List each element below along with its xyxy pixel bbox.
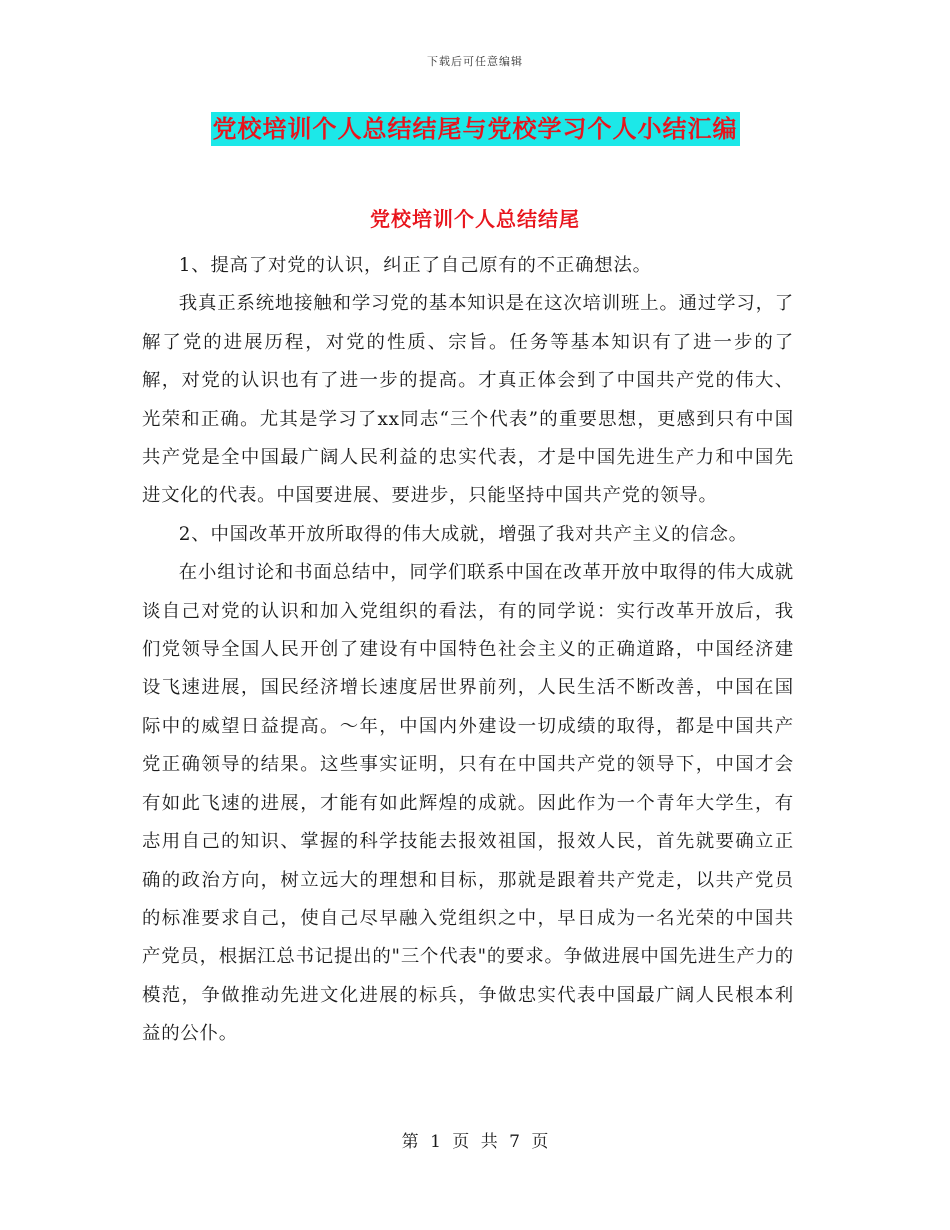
document-title-block bbox=[0, 112, 950, 146]
paragraph-2: 我真正系统地接触和学习党的基本知识是在这次培训班上。通过学习，了解了党的进展历程，对党的性质、宗旨。任务等基本知识有了进一步的了解，对党的认识也有了进一步的提高。才真正体会到了中国共产党的伟大、光荣和正确。尤其是学习了xx同志“三个代表”的重要思想，更感到只有中国共产党是全中国最广阔人民利益的忠实代表，才是中国先进生产力和中国先进文化的代表。中国要进展、要进步，只能坚持中国共产党的领导。 bbox=[142, 293, 794, 507]
page-number-footer: 第 1 页 共 7 页 bbox=[401, 1132, 549, 1152]
paragraph-4: 在小组讨论和书面总结中，同学们联系中国在改革开放中取得的伟大成就谈自己对党的认识和加入党组织的看法，有的同学说：实行改革开放后，我们党领导全国人民开创了建设有中国特色社会主义的正确道路，中国经济建设飞速进展，国民经济增长速度居世界前列，人民生活不断改善，中国在国际中的威望日益提高。～年，中国内外建设一切成绩的取得，都是中国共产党正确领导的结果。这些事实证明，只有在中国共产党的领导下，中国才会有如此飞速的进展，才能有如此辉煌的成就。因此作为一个青年大学生，有志用自己的知识、掌握的科学技能去报效祖国，报效人民，首先就要确立正确的政治方向，树立远大的理想和目标，那就是跟着共产党走，以共产党员的标准要求自己，使自己尽早融入党组织之中，早日成为一名光荣的中国共产党员，根据江总书记提出的"三个代表"的要求。争做进展中国先进生产力的模范，争做推动先进文化进展的标兵，争做忠实代表中国最广阔人民根本利益的公仆。 bbox=[142, 562, 794, 1045]
page-header-note: 下载后可任意编辑 bbox=[427, 55, 523, 68]
paragraph-1: 1、提高了对党的认识，纠正了自己原有的不正确想法。 bbox=[178, 255, 652, 276]
paragraph-3: 2、中国改革开放所取得的伟大成就，增强了我对共产主义的信念。 bbox=[178, 523, 748, 545]
section-title: 党校培训个人总结结尾 bbox=[370, 207, 580, 231]
document-body bbox=[142, 247, 794, 1054]
document-title: 党校培训个人总结结尾与党校学习个人小结汇编 bbox=[211, 112, 740, 146]
